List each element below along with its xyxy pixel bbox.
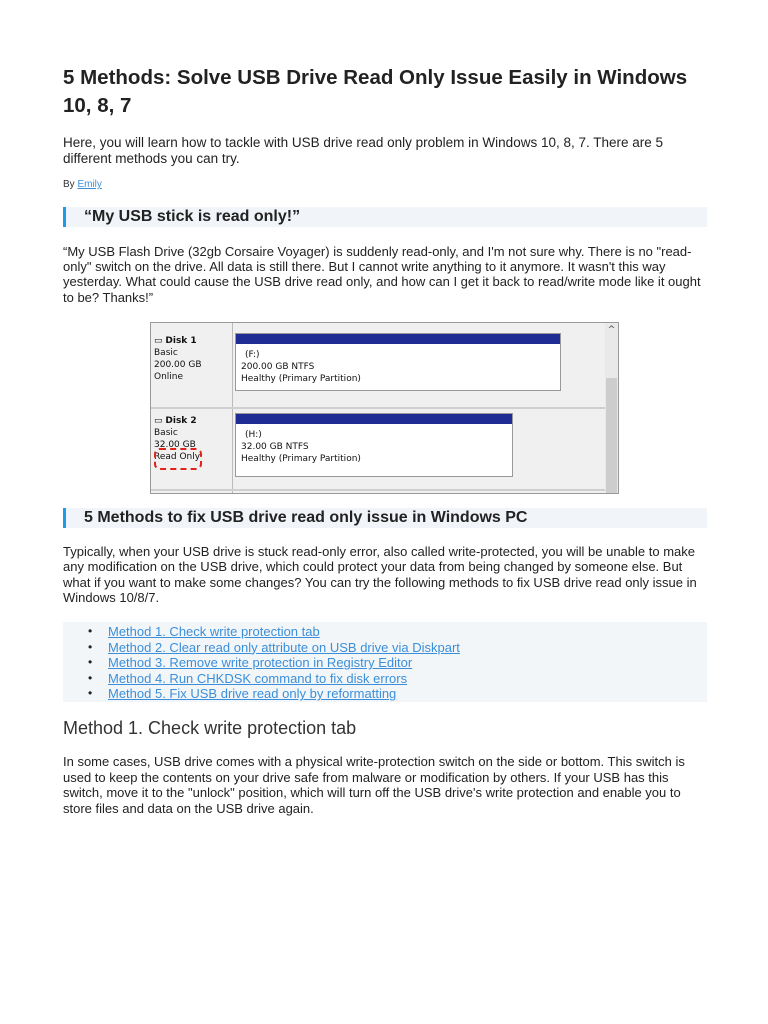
user-quote: “My USB Flash Drive (32gb Corsaire Voyager) is suddenly read-only, and I'm not sure why. There is no "read-only" switch on the drive. All data is still there. But I cannot write anything to it anymore. It wasn't this way yesterday. What could cause the USB drive read only, and how can I get it back to read/write mode like it ought to be? Thanks!” <box>63 244 701 305</box>
read-only-highlight <box>154 448 202 470</box>
section-heading-text: 5 Methods to fix USB drive read only issue in Windows PC <box>84 509 528 526</box>
byline <box>63 179 102 190</box>
disk1-status: Online <box>154 372 184 382</box>
method-link[interactable]: Method 3. Remove write protection in Registry Editor <box>108 655 413 671</box>
article-title: 5 Methods: Solve USB Drive Read Only Issue Easily in Windows 10, 8, 7 <box>63 66 688 117</box>
partition-bar <box>236 414 512 424</box>
disk1-name: Disk 1 <box>165 336 197 346</box>
methods-toc <box>63 622 707 702</box>
list-item <box>63 655 460 671</box>
author-link[interactable]: Emily <box>77 179 102 190</box>
partition-h-size: 32.00 GB NTFS <box>241 442 309 452</box>
disk1-type: Basic <box>154 348 178 358</box>
partition-f-size: 200.00 GB NTFS <box>241 362 315 372</box>
method-link[interactable]: Method 1. Check write protection tab <box>108 624 320 639</box>
partition-h-status: Healthy (Primary Partition) <box>241 454 361 464</box>
method1-paragraph: In some cases, USB drive comes with a physical write-protection switch on the side or bottom. This switch is used to keep the contents on your drive safe from malware or modification by others. If your USB has this switch, move it to the "unlock" position, which will turn off the USB drive's write protection and enable you to store files and data on the USB drive again. <box>63 754 685 817</box>
disk2-status: Read Only <box>154 452 201 462</box>
section-heading-methods <box>63 508 707 528</box>
methods-intro: Typically, when your USB drive is stuck read-only error, also called write-protected, you will be unable to make any modification on the USB drive, which could protect your data from being changed by someone else. But what if you want to make some changes? You can try the following methods to fix USB drive read only issue in Windows 10/8/7. <box>63 544 697 605</box>
disk-management-screenshot <box>150 322 619 494</box>
row-divider <box>151 407 606 409</box>
disk1-size: 200.00 GB <box>154 360 202 370</box>
methods-list <box>63 624 460 702</box>
partition-f-letter: (F:) <box>245 350 260 360</box>
list-item <box>63 624 460 640</box>
section-heading-text: “My USB stick is read only!” <box>84 208 301 225</box>
list-item <box>63 671 460 687</box>
disk2-size: 32.00 GB <box>154 440 196 450</box>
scrollbar-thumb[interactable] <box>606 378 617 494</box>
partition-bar <box>236 334 560 344</box>
partition-h-letter: (H:) <box>245 430 262 440</box>
disk1-info <box>154 335 202 383</box>
byline-prefix: By <box>63 179 75 190</box>
row-divider <box>151 489 606 491</box>
partition-h <box>235 413 513 477</box>
method1-heading: Method 1. Check write protection tab <box>63 718 357 738</box>
article-intro: Here, you will learn how to tackle with USB drive read only problem in Windows 10, 8, 7. There are 5 different methods you can try. <box>63 135 664 166</box>
section-heading-read-only <box>63 207 707 227</box>
partition-h-details <box>241 429 361 465</box>
disk-icon: ▭ <box>154 416 163 426</box>
disk-icon: ▭ <box>154 336 163 346</box>
partition-f-status: Healthy (Primary Partition) <box>241 374 361 384</box>
partition-f <box>235 333 561 391</box>
disk2-type: Basic <box>154 428 178 438</box>
method-link[interactable]: Method 5. Fix USB drive read only by reformatting <box>108 686 397 702</box>
method-link[interactable]: Method 2. Clear read only attribute on USB drive via Diskpart <box>108 639 460 655</box>
scroll-up-icon[interactable]: ^ <box>607 325 616 335</box>
partition-f-details <box>241 349 361 385</box>
list-item <box>63 640 460 656</box>
list-item <box>63 686 460 702</box>
disk2-name: Disk 2 <box>165 416 197 426</box>
method-link[interactable]: Method 4. Run CHKDSK command to fix disk errors <box>108 670 408 686</box>
